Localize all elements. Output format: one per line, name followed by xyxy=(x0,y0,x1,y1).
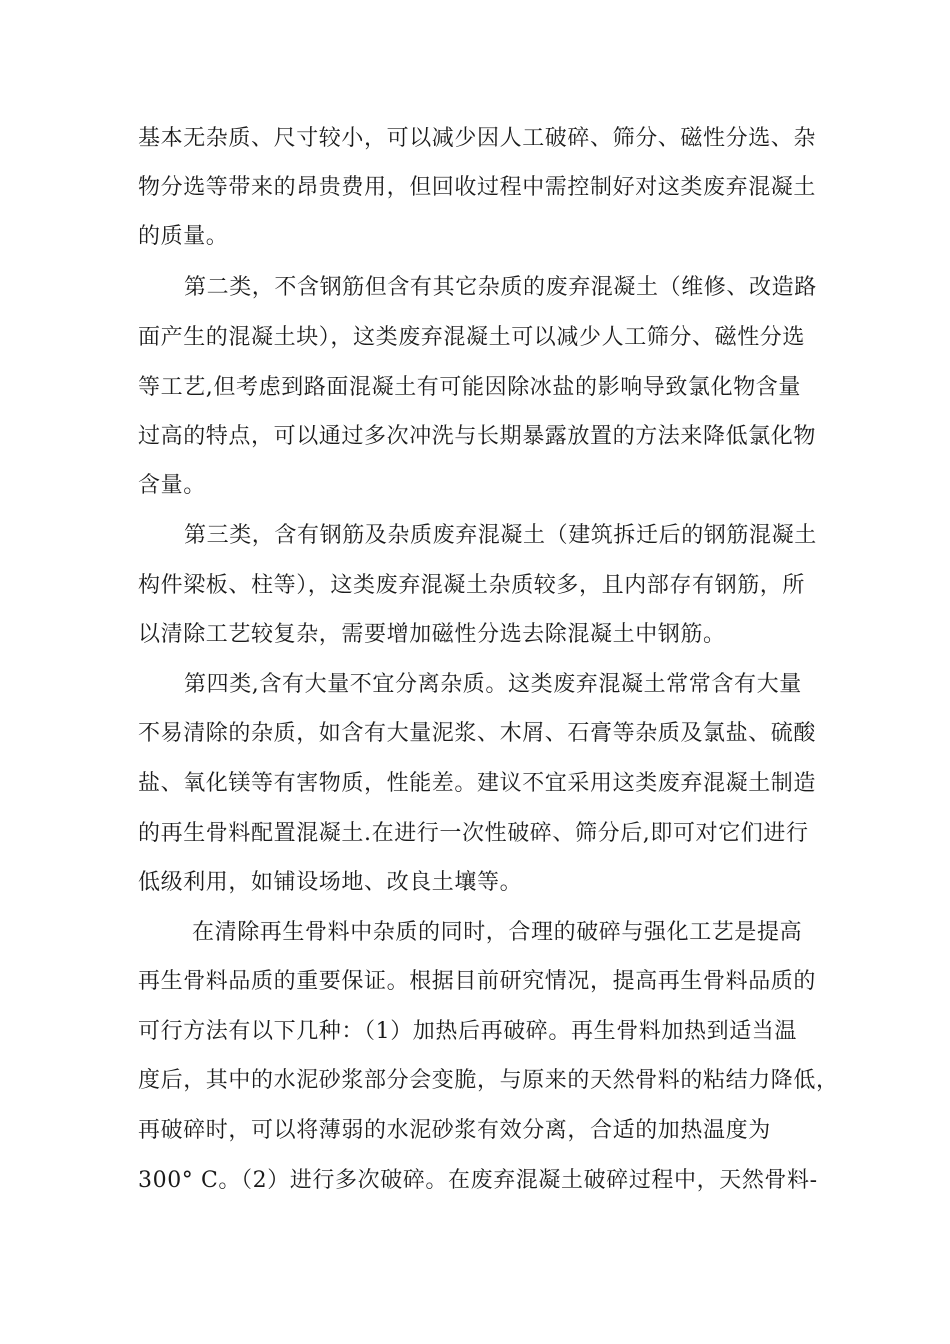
text-line: 第二类，不含钢筋但含有其它杂质的废弃混凝土（维修、改造路 xyxy=(184,275,817,300)
text-line: 面产生的混凝土块），这类废弃混凝土可以减少人工筛分、磁性分选 xyxy=(138,325,806,350)
text-line: 再破碎时，可以将薄弱的水泥砂浆有效分离，合适的加热温度为 xyxy=(138,1118,771,1143)
text-line: 构件梁板、柱等），这类废弃混凝土杂质较多，且内部存有钢筋，所 xyxy=(138,573,806,598)
text-line: 第三类，含有钢筋及杂质废弃混凝土（建筑拆迁后的钢筋混凝土 xyxy=(184,523,817,548)
text-line: 含量。 xyxy=(138,473,206,498)
text-line: 可行方法有以下几种：（1）加热后再破碎。再生骨料加热到适当温 xyxy=(138,1019,797,1044)
text-line: 再生骨料品质的重要保证。根据目前研究情况，提高再生骨料品质的 xyxy=(138,969,817,994)
text-line: 盐、氧化镁等有害物质，性能差。建议不宜采用这类废弃混凝土制造 xyxy=(138,771,817,796)
text-line: 在清除再生骨料中杂质的同时，合理的破碎与强化工艺是提高 xyxy=(192,920,803,945)
text-line: 第四类,含有大量不宜分离杂质。这类废弃混凝土常常含有大量 xyxy=(184,672,802,697)
text-line: 低级利用，如铺设场地、改良土壤等。 xyxy=(138,870,523,895)
text-line: 物分选等带来的昂贵费用，但回收过程中需控制好对这类废弃混凝土 xyxy=(138,175,817,200)
text-line: 过高的特点，可以通过多次冲洗与长期暴露放置的方法来降低氯化物 xyxy=(138,424,817,449)
text-line: 不易清除的杂质，如含有大量泥浆、木屑、石膏等杂质及氯盐、硫酸 xyxy=(138,721,817,746)
text-line: 度后，其中的水泥砂浆部分会变脆，与原来的天然骨料的粘结力降低， xyxy=(138,1068,839,1093)
text-line: 的再生骨料配置混凝土.在进行一次性破碎、筛分后,即可对它们进行 xyxy=(138,821,809,846)
text-line: 300° C。（2）进行多次破碎。在废弃混凝土破碎过程中，天然骨料- xyxy=(138,1168,818,1193)
text-line: 基本无杂质、尺寸较小，可以减少因人工破碎、筛分、磁性分选、杂 xyxy=(138,126,817,151)
text-line: 以清除工艺较复杂，需要增加磁性分选去除混凝土中钢筋。 xyxy=(138,622,726,647)
text-line: 等工艺,但考虑到路面混凝土有可能因除冰盐的影响导致氯化物含量 xyxy=(138,375,801,400)
text-line: 的质量。 xyxy=(138,224,229,249)
